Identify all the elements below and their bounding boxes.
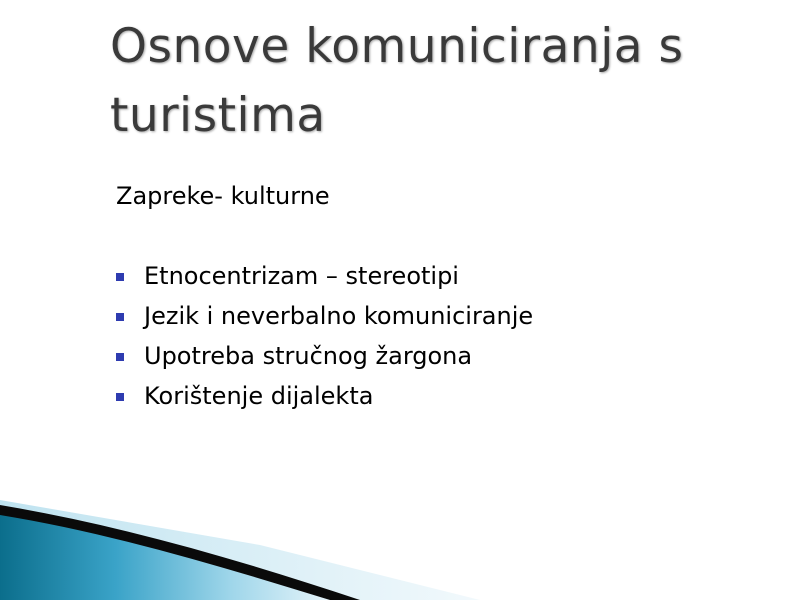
square-bullet-icon — [116, 313, 124, 321]
bullet-list — [116, 256, 756, 416]
square-bullet-icon — [116, 273, 124, 281]
bullet-text: Upotreba stručnog žargona — [144, 342, 473, 370]
slide-content — [116, 178, 756, 416]
bullet-item — [116, 296, 756, 336]
square-bullet-icon — [116, 353, 124, 361]
bullet-text: Jezik i neverbalno komuniciranje — [144, 302, 534, 330]
bullet-item — [116, 336, 756, 376]
square-bullet-icon — [116, 393, 124, 401]
slide-subtitle: Zapreke- kulturne — [116, 182, 330, 210]
bullet-text: Etnocentrizam – stereotipi — [144, 262, 459, 290]
slide-title: Osnove komuniciranja s turistima — [110, 19, 684, 143]
bullet-item — [116, 376, 756, 416]
bullet-item — [116, 256, 756, 296]
bullet-text: Korištenje dijalekta — [144, 382, 374, 410]
